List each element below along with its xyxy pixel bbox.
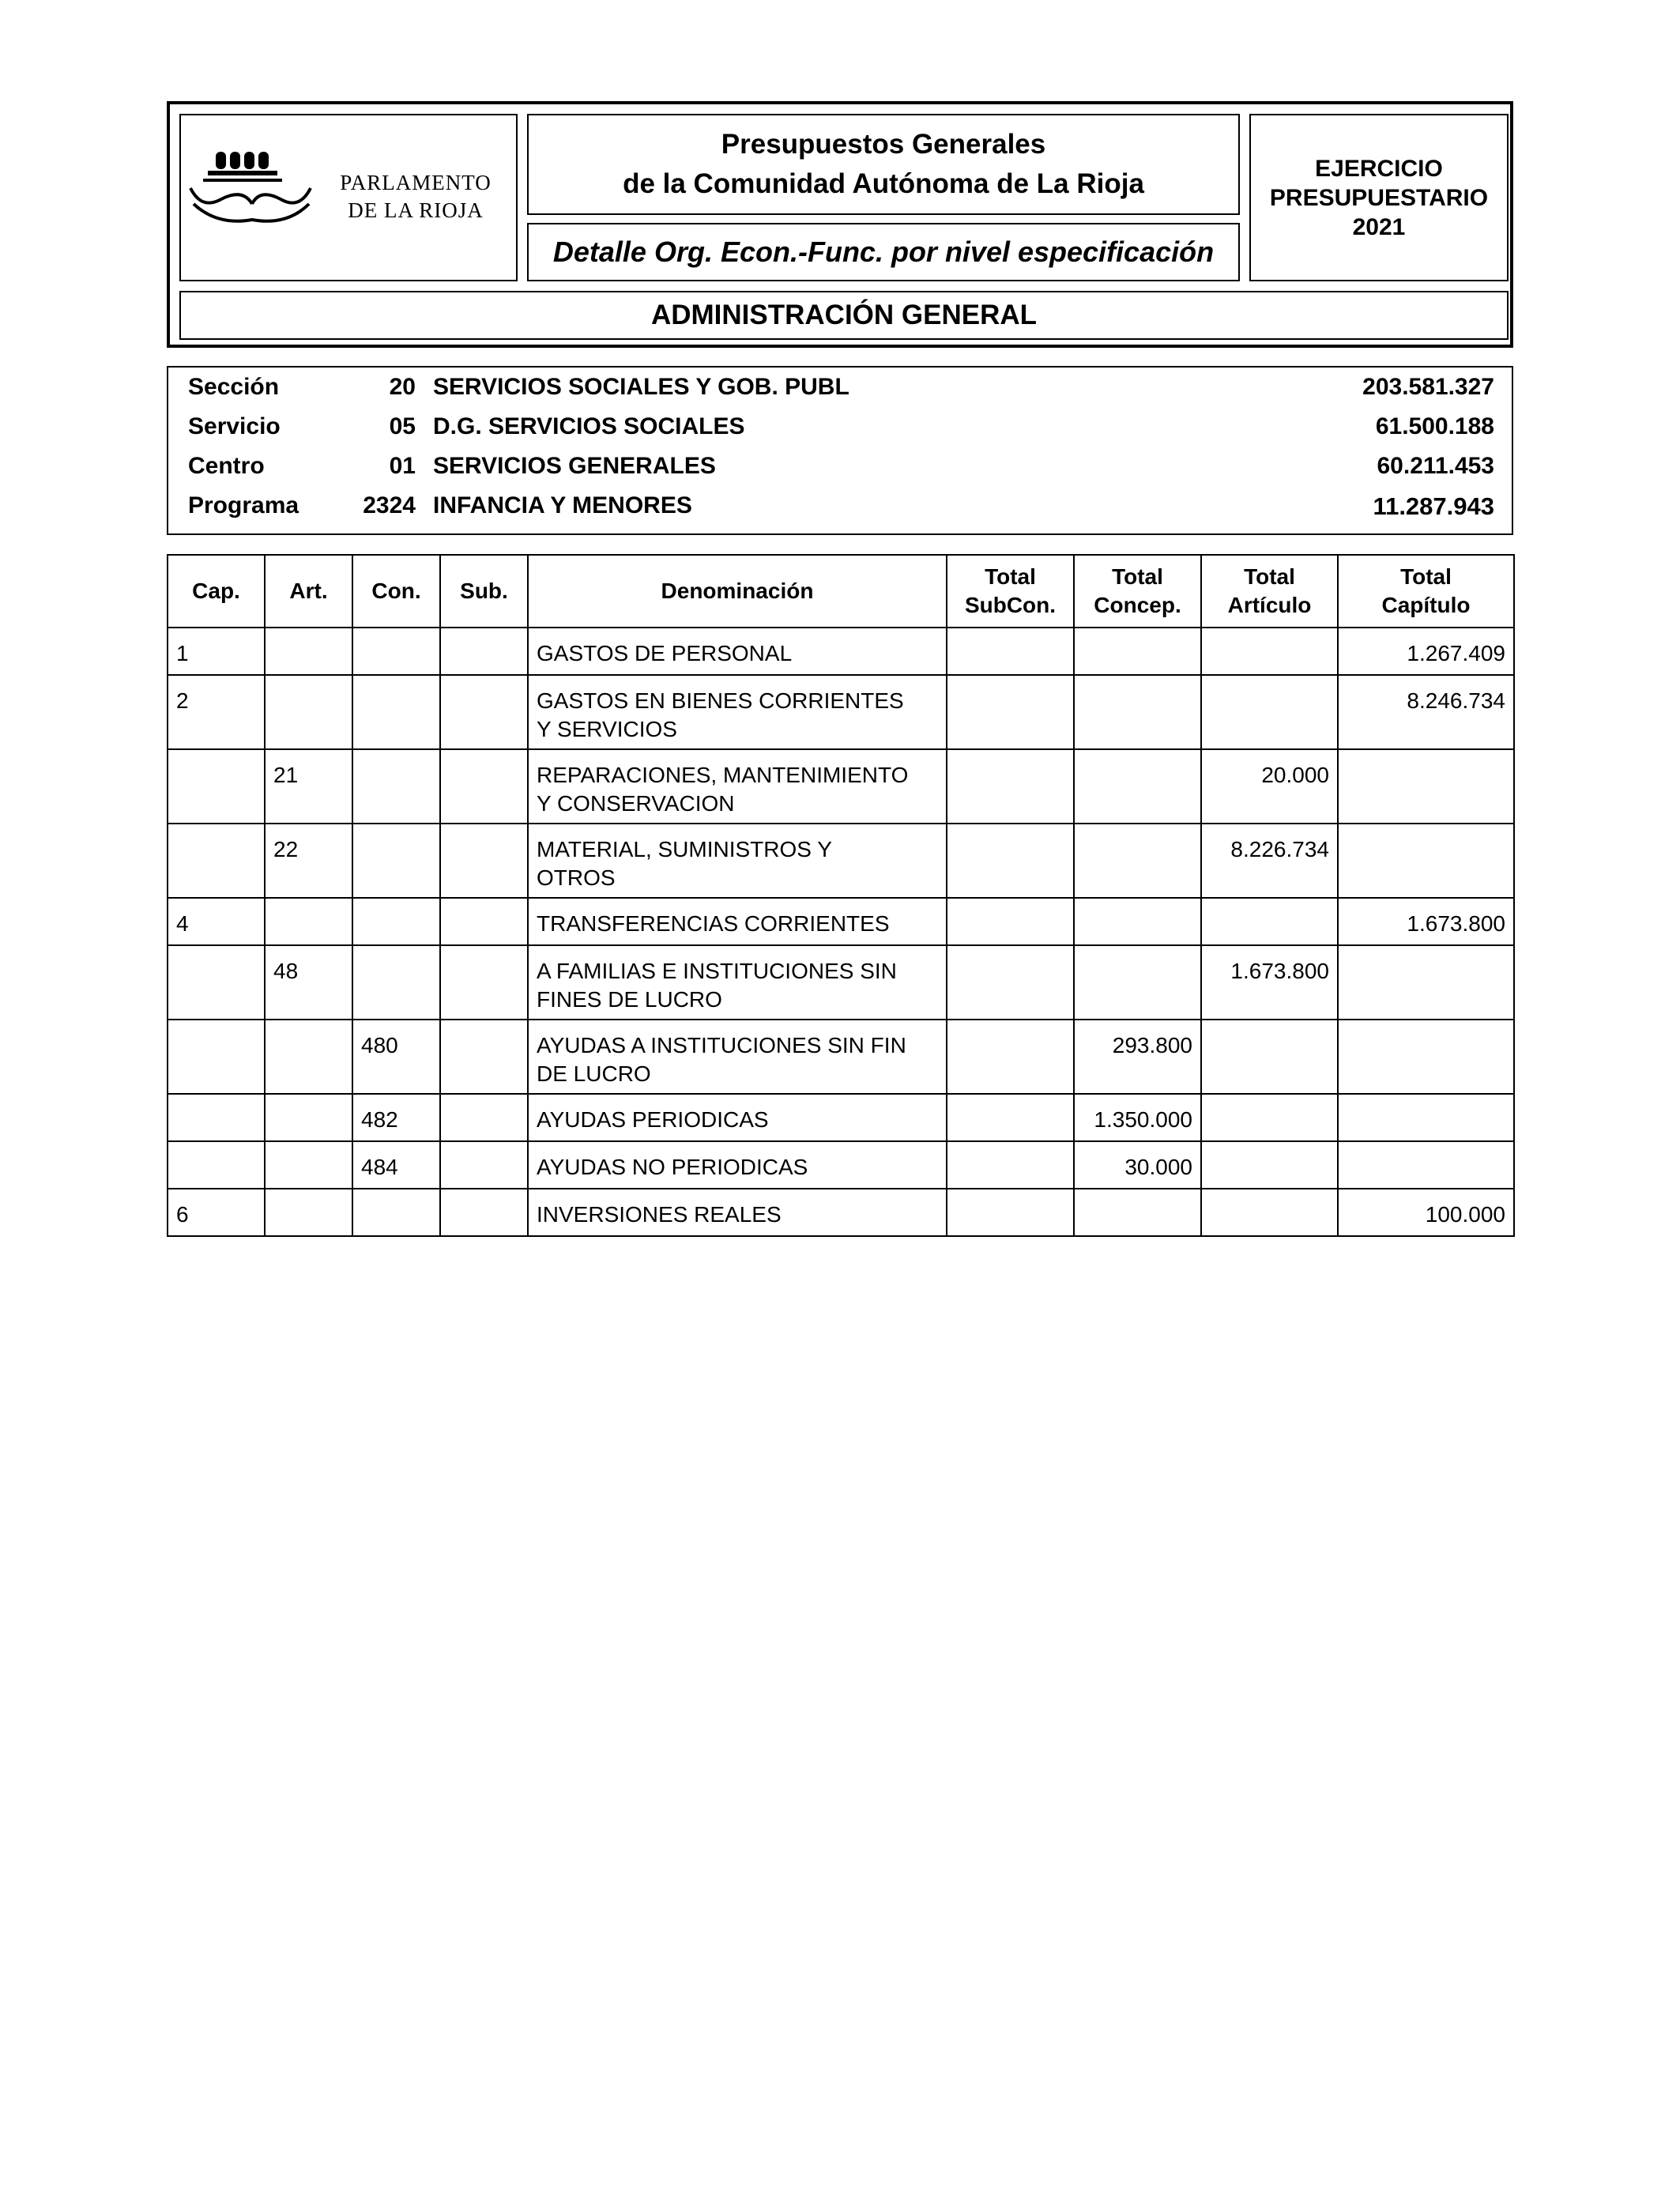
cell-con: 480 bbox=[352, 1020, 440, 1094]
cell-total-capitulo: 1.267.409 bbox=[1338, 628, 1514, 675]
logo-line2: DE LA RIOJA bbox=[348, 198, 484, 222]
header-total-capitulo bbox=[1338, 555, 1514, 628]
denominacion-line: AYUDAS A INSTITUCIONES SIN FIN bbox=[537, 1033, 906, 1057]
cell-sub bbox=[440, 1141, 528, 1189]
table-row bbox=[168, 1094, 1514, 1141]
ejercicio-panel bbox=[1249, 114, 1509, 281]
classification-row-seccion bbox=[168, 368, 1512, 407]
denominacion-line: AYUDAS NO PERIODICAS bbox=[537, 1155, 808, 1179]
classification-name: SERVICIOS SOCIALES Y GOB. PUBL bbox=[433, 374, 849, 400]
cell-con bbox=[352, 1189, 440, 1236]
logo-text bbox=[325, 169, 507, 224]
table-row bbox=[168, 1141, 1514, 1189]
cell-denominacion bbox=[528, 824, 947, 898]
header-text: Artículo bbox=[1227, 593, 1312, 617]
classification-label: Centro bbox=[188, 453, 265, 479]
cell-total-subcon bbox=[947, 824, 1074, 898]
classification-code: 20 bbox=[389, 374, 416, 400]
cell-con bbox=[352, 824, 440, 898]
header-text: Total bbox=[1400, 564, 1452, 589]
cell-cap bbox=[168, 1141, 265, 1189]
classification-code: 05 bbox=[389, 413, 416, 439]
cell-cap bbox=[168, 1020, 265, 1094]
header-text: Capítulo bbox=[1381, 593, 1471, 617]
cell-total-capitulo bbox=[1338, 749, 1514, 824]
table-row bbox=[168, 675, 1514, 749]
cell-art bbox=[265, 898, 352, 945]
header-con: Con. bbox=[352, 555, 440, 628]
cell-total-concep bbox=[1074, 675, 1201, 749]
cell-cap bbox=[168, 749, 265, 824]
header-denominacion: Denominación bbox=[528, 555, 947, 628]
cell-total-subcon bbox=[947, 945, 1074, 1020]
classification-row-centro bbox=[168, 447, 1512, 486]
cell-total-subcon bbox=[947, 628, 1074, 675]
cell-denominacion bbox=[528, 1141, 947, 1189]
cell-total-concep bbox=[1074, 749, 1201, 824]
ejercicio-line2: PRESUPUESTARIO bbox=[1269, 184, 1489, 211]
cell-total-articulo: 20.000 bbox=[1201, 749, 1338, 824]
denominacion-line: DE LUCRO bbox=[537, 1061, 651, 1086]
cell-denominacion bbox=[528, 1189, 947, 1236]
title-panel bbox=[527, 114, 1240, 215]
budget-detail-table bbox=[167, 554, 1515, 1237]
cell-con bbox=[352, 945, 440, 1020]
cell-total-capitulo: 1.673.800 bbox=[1338, 898, 1514, 945]
denominacion-line: A FAMILIAS E INSTITUCIONES SIN bbox=[537, 959, 897, 983]
logo-panel bbox=[179, 114, 518, 281]
cell-cap: 6 bbox=[168, 1189, 265, 1236]
cell-cap: 1 bbox=[168, 628, 265, 675]
cell-total-articulo bbox=[1201, 675, 1338, 749]
cell-total-capitulo: 8.246.734 bbox=[1338, 675, 1514, 749]
title-line1: Presupuestos Generales bbox=[721, 129, 1046, 160]
cell-total-capitulo bbox=[1338, 945, 1514, 1020]
cell-total-capitulo bbox=[1338, 1094, 1514, 1141]
header-text: Total bbox=[1112, 564, 1163, 589]
cell-total-capitulo bbox=[1338, 1020, 1514, 1094]
classification-code: 2324 bbox=[363, 492, 416, 518]
classification-name: D.G. SERVICIOS SOCIALES bbox=[433, 413, 745, 439]
header-total-articulo bbox=[1201, 555, 1338, 628]
cell-total-subcon bbox=[947, 749, 1074, 824]
classification-row-servicio bbox=[168, 407, 1512, 447]
title-line2: de la Comunidad Autónoma de La Rioja bbox=[623, 168, 1144, 199]
classification-name: SERVICIOS GENERALES bbox=[433, 453, 716, 479]
cell-sub bbox=[440, 749, 528, 824]
cell-total-articulo bbox=[1201, 1189, 1338, 1236]
cell-total-capitulo: 100.000 bbox=[1338, 1189, 1514, 1236]
cell-art bbox=[265, 1189, 352, 1236]
cell-total-concep: 1.350.000 bbox=[1074, 1094, 1201, 1141]
subtitle-panel bbox=[527, 223, 1240, 281]
table-row bbox=[168, 898, 1514, 945]
table-header-row bbox=[168, 555, 1514, 628]
cell-art bbox=[265, 1141, 352, 1189]
cell-con bbox=[352, 675, 440, 749]
classification-label: Programa bbox=[188, 492, 299, 518]
denominacion-line: GASTOS EN BIENES CORRIENTES bbox=[537, 688, 904, 713]
cell-total-subcon bbox=[947, 675, 1074, 749]
table-row bbox=[168, 628, 1514, 675]
cell-total-subcon bbox=[947, 1189, 1074, 1236]
cell-total-capitulo bbox=[1338, 1141, 1514, 1189]
table-row bbox=[168, 945, 1514, 1020]
ejercicio-year: 2021 bbox=[1352, 213, 1406, 240]
cell-con bbox=[352, 749, 440, 824]
cell-denominacion bbox=[528, 675, 947, 749]
header-text: Total bbox=[985, 564, 1036, 589]
classification-label: Servicio bbox=[188, 413, 281, 439]
denominacion-line: INVERSIONES REALES bbox=[537, 1202, 782, 1227]
cell-total-concep bbox=[1074, 824, 1201, 898]
table-row bbox=[168, 1189, 1514, 1236]
logo-line1: PARLAMENTO bbox=[340, 171, 492, 194]
cell-art bbox=[265, 1020, 352, 1094]
cell-total-articulo bbox=[1201, 1141, 1338, 1189]
ejercicio-line1: EJERCICIO bbox=[1315, 155, 1443, 182]
cell-total-articulo bbox=[1201, 628, 1338, 675]
cell-total-concep: 30.000 bbox=[1074, 1141, 1201, 1189]
cell-denominacion bbox=[528, 1094, 947, 1141]
denominacion-line: MATERIAL, SUMINISTROS Y bbox=[537, 837, 832, 861]
cell-sub bbox=[440, 824, 528, 898]
classification-row-programa bbox=[168, 486, 1512, 526]
cell-total-concep bbox=[1074, 1189, 1201, 1236]
table-row bbox=[168, 1020, 1514, 1094]
cell-total-capitulo bbox=[1338, 824, 1514, 898]
classification-name: INFANCIA Y MENORES bbox=[433, 492, 692, 518]
cell-sub bbox=[440, 628, 528, 675]
cell-art: 22 bbox=[265, 824, 352, 898]
classification-amount: 11.287.943 bbox=[1373, 492, 1494, 520]
header-sub: Sub. bbox=[440, 555, 528, 628]
denominacion-line: Y CONSERVACION bbox=[537, 791, 735, 816]
cell-denominacion bbox=[528, 898, 947, 945]
cell-denominacion bbox=[528, 1020, 947, 1094]
cell-sub bbox=[440, 898, 528, 945]
cell-art bbox=[265, 1094, 352, 1141]
cell-con bbox=[352, 898, 440, 945]
cell-total-articulo: 1.673.800 bbox=[1201, 945, 1338, 1020]
cell-sub bbox=[440, 1020, 528, 1094]
classification-code: 01 bbox=[389, 453, 416, 479]
cell-art: 21 bbox=[265, 749, 352, 824]
document-header bbox=[167, 101, 1513, 348]
cell-art: 48 bbox=[265, 945, 352, 1020]
cell-art bbox=[265, 628, 352, 675]
cell-cap bbox=[168, 824, 265, 898]
header-text: SubCon. bbox=[964, 593, 1057, 617]
section-title-panel bbox=[179, 291, 1509, 340]
cell-art bbox=[265, 675, 352, 749]
denominacion-line: Y SERVICIOS bbox=[537, 717, 677, 741]
denominacion-line: FINES DE LUCRO bbox=[537, 987, 722, 1012]
cell-con: 482 bbox=[352, 1094, 440, 1141]
classification-amount: 203.581.327 bbox=[1362, 374, 1494, 400]
classification-label: Sección bbox=[188, 374, 280, 400]
cell-sub bbox=[440, 675, 528, 749]
denominacion-line: REPARACIONES, MANTENIMIENTO bbox=[537, 763, 909, 787]
cell-total-concep: 293.800 bbox=[1074, 1020, 1201, 1094]
cell-denominacion bbox=[528, 945, 947, 1020]
denominacion-line: TRANSFERENCIAS CORRIENTES bbox=[537, 911, 890, 936]
cell-total-subcon bbox=[947, 1141, 1074, 1189]
cell-sub bbox=[440, 1189, 528, 1236]
cell-cap: 4 bbox=[168, 898, 265, 945]
denominacion-line: AYUDAS PERIODICAS bbox=[537, 1107, 769, 1132]
table-row bbox=[168, 824, 1514, 898]
table-row bbox=[168, 749, 1514, 824]
cell-total-concep bbox=[1074, 945, 1201, 1020]
cell-total-articulo bbox=[1201, 1094, 1338, 1141]
header-text: Concep. bbox=[1094, 593, 1181, 617]
section-title: ADMINISTRACIÓN GENERAL bbox=[650, 300, 1038, 330]
header-total-subcon bbox=[947, 555, 1074, 628]
denominacion-line: OTROS bbox=[537, 865, 616, 890]
cell-cap bbox=[168, 1094, 265, 1141]
cell-cap bbox=[168, 945, 265, 1020]
header-total-concep bbox=[1074, 555, 1201, 628]
classification-block bbox=[167, 366, 1513, 535]
cell-total-subcon bbox=[947, 1020, 1074, 1094]
header-cap: Cap. bbox=[168, 555, 265, 628]
header-art: Art. bbox=[265, 555, 352, 628]
cell-sub bbox=[440, 1094, 528, 1141]
cell-cap: 2 bbox=[168, 675, 265, 749]
classification-amount: 60.211.453 bbox=[1377, 453, 1494, 479]
cell-con: 484 bbox=[352, 1141, 440, 1189]
cell-total-concep bbox=[1074, 898, 1201, 945]
cell-total-articulo: 8.226.734 bbox=[1201, 824, 1338, 898]
cell-con bbox=[352, 628, 440, 675]
cell-sub bbox=[440, 945, 528, 1020]
subtitle: Detalle Org. Econ.-Func. por nivel especificación bbox=[552, 236, 1215, 268]
cell-total-subcon bbox=[947, 1094, 1074, 1141]
classification-amount: 61.500.188 bbox=[1375, 413, 1494, 439]
parlamento-logo-icon bbox=[186, 147, 320, 234]
cell-denominacion bbox=[528, 628, 947, 675]
cell-total-concep bbox=[1074, 628, 1201, 675]
cell-denominacion bbox=[528, 749, 947, 824]
cell-total-articulo bbox=[1201, 898, 1338, 945]
header-text: Total bbox=[1244, 564, 1295, 589]
cell-total-articulo bbox=[1201, 1020, 1338, 1094]
denominacion-line: GASTOS DE PERSONAL bbox=[537, 641, 793, 665]
cell-total-subcon bbox=[947, 898, 1074, 945]
